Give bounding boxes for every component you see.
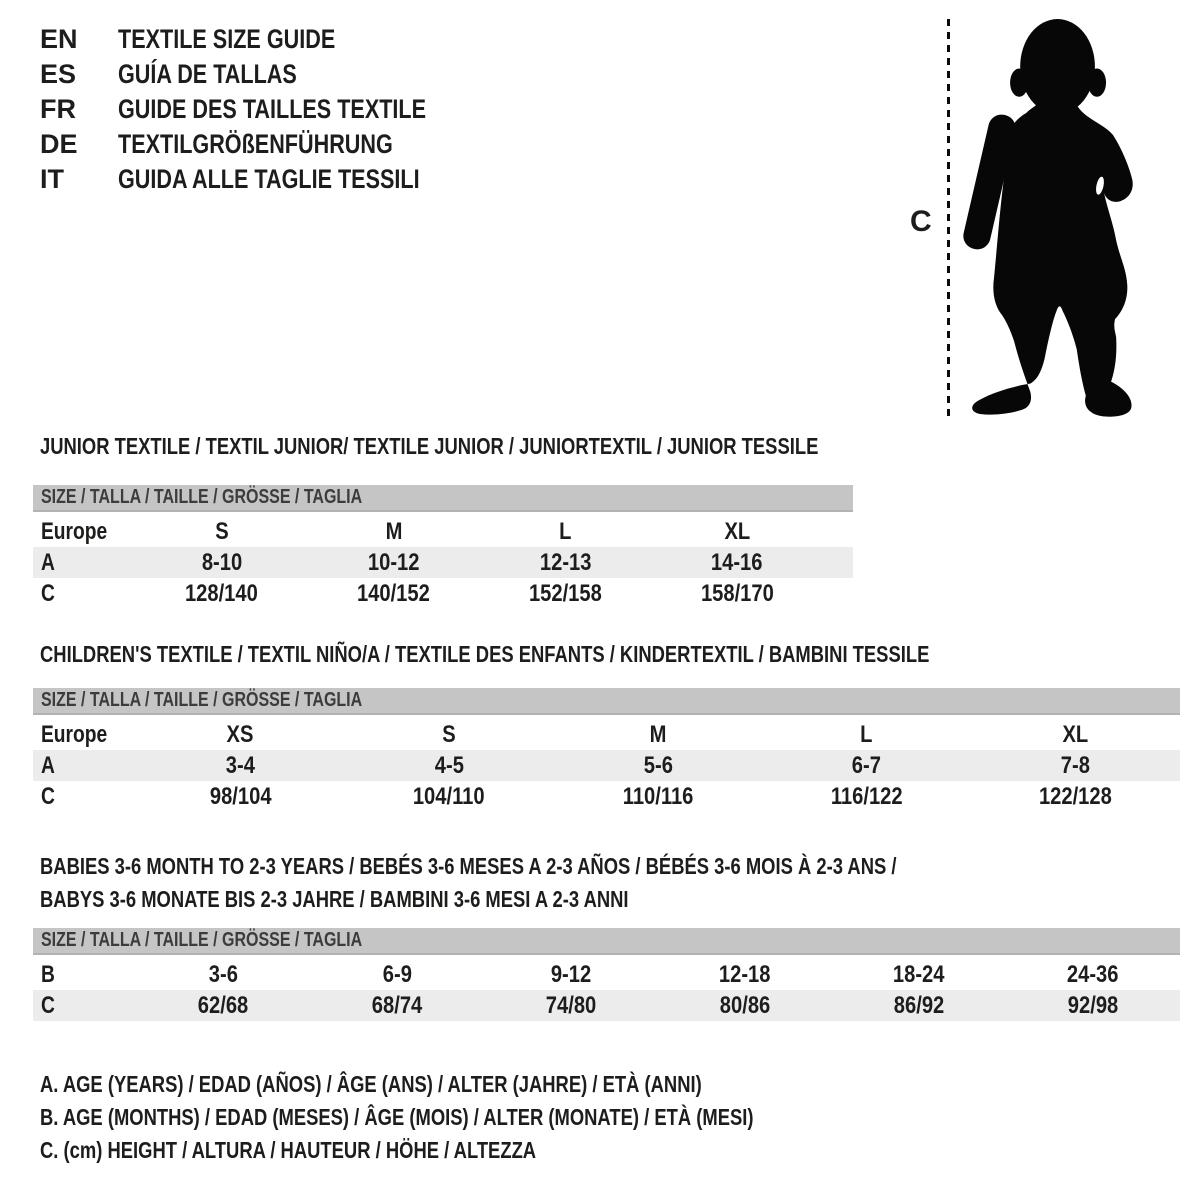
value-cell: 3-4	[225, 752, 255, 779]
value-cell: 92/98	[1067, 992, 1119, 1019]
size-cell: M	[649, 721, 667, 748]
row-label: Europe	[41, 721, 108, 748]
table-head-row	[33, 516, 853, 547]
guide-title: GUIDA ALLE TAGLIE TESSILI	[118, 164, 420, 194]
toddler-silhouette-icon	[963, 16, 1141, 420]
legend-line-a: A. AGE (YEARS) / EDAD (AÑOS) / ÂGE (ANS) / ALTER (JAHRE) / ETÀ (ANNI)	[40, 1071, 702, 1097]
value-cell: 6-7	[852, 752, 882, 779]
value-cell: 12-18	[719, 961, 771, 988]
table-row	[33, 990, 1180, 1021]
row-label: A	[41, 549, 55, 576]
value-cell: 110/116	[622, 783, 694, 810]
language-code: ES	[40, 59, 77, 89]
guide-title: GUÍA DE TALLAS	[118, 59, 297, 89]
children-section-title: CHILDREN'S TEXTILE / TEXTIL NIÑO/A / TEXTILE DES ENFANTS / KINDERTEXTIL / BAMBINI TESSILE	[40, 641, 930, 667]
language-row	[40, 57, 503, 92]
size-cell: S	[442, 721, 456, 748]
height-measure-label: C	[910, 205, 932, 238]
children-size-table	[33, 688, 1180, 812]
row-label: Europe	[41, 518, 108, 545]
language-row	[40, 92, 503, 127]
size-cell: L	[860, 721, 873, 748]
size-cell: M	[385, 518, 403, 545]
value-cell: 8-10	[201, 549, 243, 576]
value-cell: 3-6	[208, 961, 238, 988]
legend-line-b: B. AGE (MONTHS) / EDAD (MESES) / ÂGE (MOIS) / ALTER (MONATE) / ETÀ (MESI)	[40, 1104, 754, 1130]
guide-title: TEXTILE SIZE GUIDE	[118, 24, 336, 54]
value-cell: 6-9	[382, 961, 412, 988]
value-cell: 10-12	[367, 549, 420, 576]
value-cell: 62/68	[197, 992, 249, 1019]
guide-title: TEXTILGRÖßENFÜHRUNG	[118, 129, 393, 159]
value-cell: 7-8	[1061, 752, 1091, 779]
legend-line-c: C. (cm) HEIGHT / ALTURA / HAUTEUR / HÖHE / ALTEZZA	[40, 1137, 537, 1163]
size-cell: S	[215, 518, 229, 545]
babies-size-table	[33, 928, 1180, 1021]
language-code: DE	[40, 129, 78, 159]
height-measure-dashed-line	[947, 19, 950, 417]
table-row	[33, 959, 1180, 990]
junior-size-table	[33, 485, 853, 609]
value-cell: 128/140	[185, 580, 259, 607]
language-code: EN	[40, 24, 78, 54]
row-label: B	[41, 961, 55, 988]
table-row	[33, 750, 1180, 781]
value-cell: 152/158	[528, 580, 602, 607]
value-cell: 9-12	[550, 961, 592, 988]
table-row	[33, 781, 1180, 812]
junior-section-title: JUNIOR TEXTILE / TEXTIL JUNIOR/ TEXTILE JUNIOR / JUNIORTEXTIL / JUNIOR TESSILE	[40, 433, 819, 459]
row-label: C	[41, 783, 55, 810]
table-row	[33, 578, 853, 609]
size-cell: XS	[226, 721, 254, 748]
size-header-bar: SIZE / TALLA / TAILLE / GRÖSSE / TAGLIA	[33, 688, 1180, 715]
value-cell: 122/128	[1039, 783, 1113, 810]
value-cell: 116/122	[830, 783, 903, 810]
value-cell: 74/80	[545, 992, 597, 1019]
value-cell: 18-24	[893, 961, 945, 988]
value-cell: 24-36	[1067, 961, 1119, 988]
size-header-bar: SIZE / TALLA / TAILLE / GRÖSSE / TAGLIA	[33, 485, 853, 512]
language-row	[40, 162, 503, 197]
size-cell: XL	[1062, 721, 1089, 748]
value-cell: 140/152	[357, 580, 431, 607]
language-row	[40, 127, 503, 162]
table-head-row	[33, 719, 1180, 750]
size-cell: XL	[724, 518, 750, 545]
table-row	[33, 547, 853, 578]
language-title-list	[40, 22, 503, 197]
babies-section-title: BABIES 3-6 MONTH TO 2-3 YEARS / BEBÉS 3-6 MESES A 2-3 AÑOS / BÉBÉS 3-6 MOIS À 2-3 ANS / BABYS 3-6 MONATE BIS 2-3 JAHRE / BAMBINI 3-6 MESI A 2-3 ANNI	[40, 853, 897, 912]
value-cell: 86/92	[893, 992, 945, 1019]
value-cell: 98/104	[209, 783, 272, 810]
language-row	[40, 22, 503, 57]
value-cell: 14-16	[711, 549, 763, 576]
value-cell: 68/74	[371, 992, 423, 1019]
value-cell: 4-5	[434, 752, 464, 779]
language-code: IT	[40, 164, 64, 194]
measure-legend	[40, 1068, 932, 1167]
value-cell: 158/170	[700, 580, 774, 607]
guide-title: GUIDE DES TAILLES TEXTILE	[118, 94, 427, 124]
value-cell: 104/110	[413, 783, 486, 810]
size-header-bar: SIZE / TALLA / TAILLE / GRÖSSE / TAGLIA	[33, 928, 1180, 955]
size-cell: L	[559, 518, 572, 545]
row-label: A	[41, 752, 55, 779]
language-code: FR	[40, 94, 76, 124]
value-cell: 80/86	[719, 992, 771, 1019]
value-cell: 5-6	[643, 752, 673, 779]
value-cell: 12-13	[539, 549, 592, 576]
row-label: C	[41, 580, 55, 607]
row-label: C	[41, 992, 55, 1019]
